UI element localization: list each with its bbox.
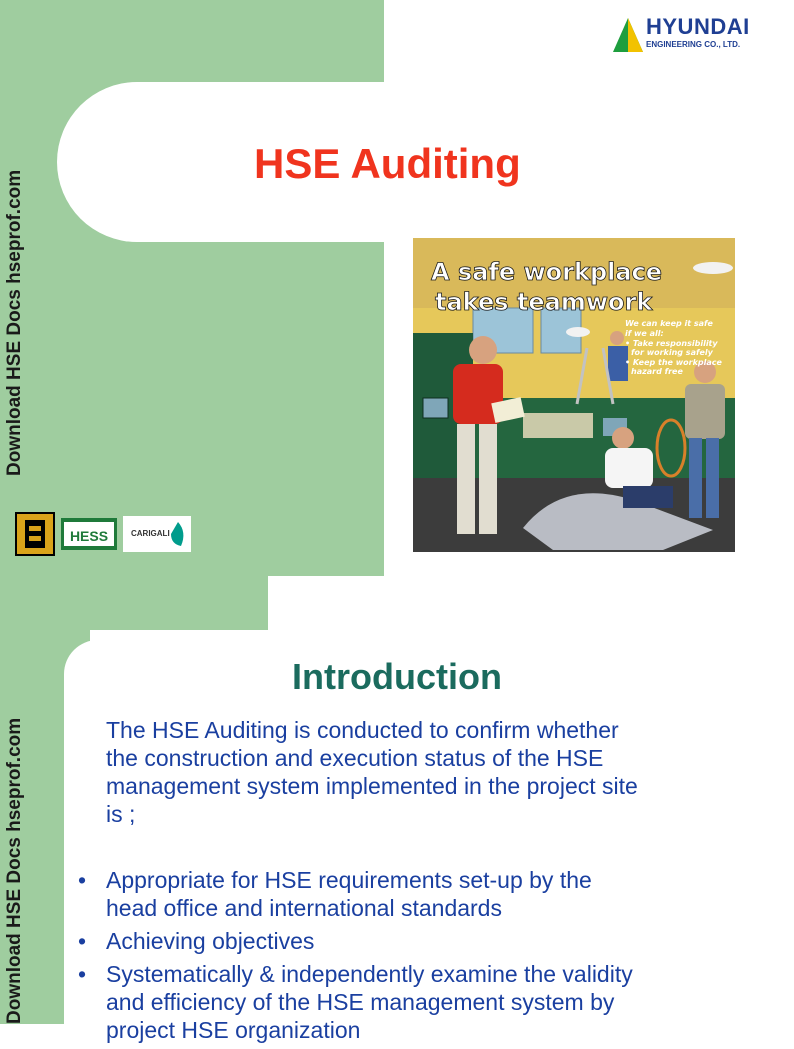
schlumberger-logo — [15, 512, 55, 556]
company-subtitle: ENGINEERING CO., LTD. — [646, 40, 741, 49]
intro-paragraph — [106, 716, 726, 828]
svg-text:CARIGALI: CARIGALI — [131, 529, 170, 538]
poster-headline-line1: A safe workplace — [431, 258, 663, 286]
side-watermark-text: Download HSE Docs hseprof.com — [4, 717, 25, 1024]
introduction-slide — [0, 630, 768, 1043]
intro-line: is ; — [106, 801, 136, 827]
petronas-carigali-logo — [123, 516, 191, 552]
side-green-step — [0, 576, 268, 630]
bullet-item: • Achieving objectives — [78, 928, 315, 954]
svg-text:HESS: HESS — [69, 528, 109, 544]
svg-text:• Take responsibility: • Take responsibility — [625, 339, 718, 348]
bullet-dot-icon: • — [78, 867, 87, 893]
bullet-item: • Systematically & independently examine the validity and efficiency of the HSE management system by project HSE organization — [78, 961, 633, 1043]
side-watermark-text: Download HSE Docs hseprof.com — [4, 169, 25, 476]
bullet-dot-icon: • — [78, 961, 87, 987]
bullet-list — [78, 866, 728, 1049]
poster-headline-line2: takes teamwork — [435, 288, 653, 316]
bullet-dot-icon: • — [78, 928, 87, 954]
svg-text:• Keep the workplace: • Keep the workplace — [625, 358, 722, 367]
hyundai-triangle-icon — [612, 16, 644, 54]
svg-text:hazard free: hazard free — [631, 367, 683, 376]
safety-poster-image — [413, 238, 735, 552]
slide-title: HSE Auditing — [254, 140, 521, 187]
intro-line: The HSE Auditing is conducted to confirm whether — [106, 717, 619, 743]
svg-text:We can keep it safe: We can keep it safe — [625, 319, 713, 328]
intro-line: the construction and execution status of the HSE — [106, 745, 604, 771]
company-name: HYUNDAI — [646, 14, 750, 39]
hyundai-logo — [612, 16, 762, 56]
bullet-item: • Appropriate for HSE requirements set-up by the head office and international standards — [78, 867, 592, 921]
slide-title: Introduction — [292, 656, 502, 697]
svg-text:for working safely: for working safely — [631, 348, 713, 357]
svg-text:if we all:: if we all: — [625, 329, 664, 338]
hess-logo — [61, 518, 117, 550]
intro-line: management system implemented in the project site — [106, 773, 638, 799]
sponsor-logos — [15, 510, 195, 558]
